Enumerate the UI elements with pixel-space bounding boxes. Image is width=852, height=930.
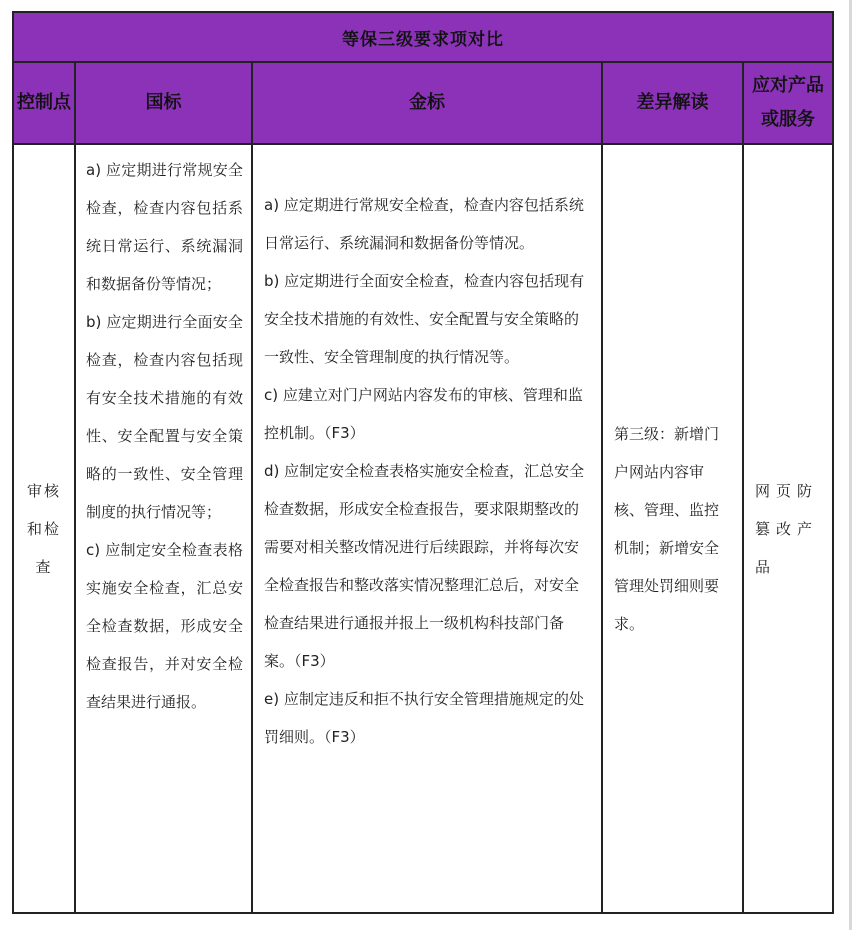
gb-item: a) 应定期进行常规安全检查，检查内容包括系统日常运行、系统漏洞和数据备份等情况；	[86, 161, 243, 293]
header-product: 应对产品或服务	[752, 75, 824, 130]
header-national-standard: 国标	[76, 63, 253, 143]
cell-control-point	[14, 145, 76, 912]
cell-national-standard	[76, 145, 253, 912]
header-difference: 差异解读	[603, 63, 744, 143]
jb-item: b) 应定期进行全面安全检查，检查内容包括现有安全技术措施的有效性、安全配置与安全策略的一致性、安全管理制度的执行情况等。	[264, 272, 585, 366]
jb-item: a) 应定期进行常规安全检查，检查内容包括系统日常运行、系统漏洞和数据备份等情况。	[264, 196, 584, 252]
control-point-text: 审核和检查	[26, 481, 61, 576]
header-financial-standard: 金标	[253, 63, 603, 143]
jb-item: d) 应制定安全检查表格实施安全检查，汇总安全检查数据，形成安全检查报告，要求限期整改的需要对相关整改情况进行后续跟踪，并将每次安全检查报告和整改落实情况整理汇总后，对安全检查结果进行通报并报上一级机构科技部门备案。（F3）	[264, 462, 585, 670]
table-title: 等保三级要求项对比	[14, 13, 832, 63]
header-control-point: 控制点	[14, 63, 76, 143]
cell-financial-standard	[253, 145, 603, 912]
cell-difference	[603, 145, 744, 912]
table-header-row	[14, 63, 832, 145]
table-row	[14, 145, 832, 912]
comparison-table	[12, 11, 834, 914]
jb-item: e) 应制定违反和拒不执行安全管理措施规定的处罚细则。（F3）	[264, 690, 584, 746]
product-text: 网页防篡改产品	[755, 481, 819, 576]
jb-item: c) 应建立对门户网站内容发布的审核、管理和监控机制。（F3）	[264, 386, 583, 442]
difference-text: 第三级：新增门户网站内容审核、管理、监控机制；新增安全管理处罚细则要求。	[614, 424, 720, 633]
gb-item: b) 应定期进行全面安全检查，检查内容包括现有安全技术措施的有效性、安全配置与安全策略的一致性、安全管理制度的执行情况等；	[86, 313, 243, 521]
cell-product	[744, 145, 832, 912]
gb-item: c) 应制定安全检查表格实施安全检查，汇总安全检查数据，形成安全检查报告，并对安全检查结果进行通报。	[86, 541, 243, 711]
